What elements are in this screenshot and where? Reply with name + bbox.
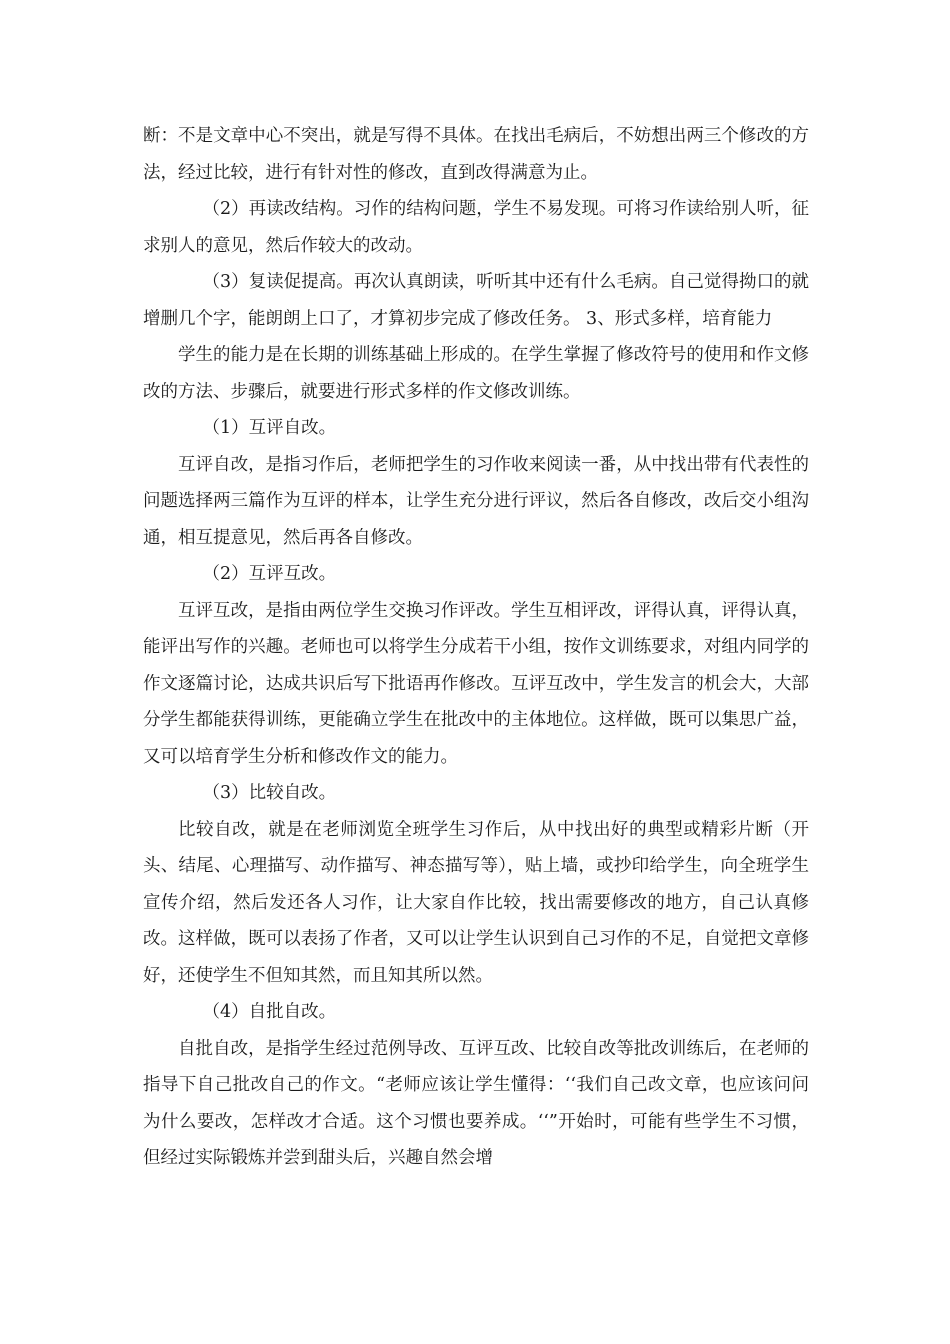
heading-self-self: （4）自批自改。 — [202, 1002, 337, 1022]
paragraph-mutual-mutual: 互评互改，是指由两位学生交换习作评改。学生互相评改，评得认真，评得认真，能评出写作的兴趣。老师也可以将学生分成若干小组，按作文训练要求，对组内同学的作文逐篇讨论，达成共识后写下批语再作修改。互评互改中，学生发言的机会大，大部分学生都能获得训练，更能确立学生在批改中的主体地位。这样做，既可以集思广益，又可以培育学生分析和修改作文的能力。 — [143, 600, 809, 767]
document-page — [143, 118, 809, 1177]
paragraph-step-2: （2）再读改结构。习作的结构问题，学生不易发现。可将习作读给别人听，征求别人的意见，然后作较大的改动。 — [143, 199, 809, 256]
heading-mutual-mutual: （2）互评互改。 — [202, 564, 337, 584]
paragraph-compare-self: 比较自改，就是在老师浏览全班学生习作后，从中找出好的典型或精彩片断（开头、结尾、心理描写、动作描写、神态描写等），贴上墙，或抄印给学生，向全班学生宣传介绍，然后发还各人习作，让大家自作比较，找出需要修改的地方，自己认真修改。这样做，既可以表扬了作者，又可以让学生认识到自己习作的不足，自觉把文章修好，还使学生不但知其然，而且知其所以然。 — [143, 819, 809, 986]
paragraph-step-3: （3）复读促提高。再次认真朗读，听听其中还有什么毛病。自己觉得拗口的就增删几个字，能朗朗上口了，才算初步完成了修改任务。 3、形式多样，培育能力 — [143, 272, 809, 329]
paragraph-mutual-self: 互评自改，是指习作后，老师把学生的习作收来阅读一番，从中找出带有代表性的问题选择两三篇作为互评的样本，让学生充分进行评议，然后各自修改，改后交小组沟通，相互提意见，然后再各自修改。 — [143, 454, 809, 548]
heading-mutual-self: （1）互评自改。 — [202, 418, 337, 438]
heading-compare-self: （3）比较自改。 — [202, 783, 337, 803]
paragraph-ability: 学生的能力是在长期的训练基础上形成的。在学生掌握了修改符号的使用和作文修改的方法、步骤后，就要进行形式多样的作文修改训练。 — [143, 345, 809, 402]
paragraph-self-self: 自批自改，是指学生经过范例导改、互评互改、比较自改等批改训练后，在老师的指导下自己批改自己的作文。“老师应该让学生懂得：‘‘我们自己改文章，也应该问问为什么要改，怎样改才合适。这个习惯也要养成。‘‘”开始时，可能有些学生不习惯，但经过实际锻炼并尝到甜头后，兴趣自然会增 — [143, 1038, 809, 1168]
paragraph-continuation: 断：不是文章中心不突出，就是写得不具体。在找出毛病后，不妨想出两三个修改的方法，经过比较，进行有针对性的修改，直到改得满意为止。 — [143, 126, 809, 183]
